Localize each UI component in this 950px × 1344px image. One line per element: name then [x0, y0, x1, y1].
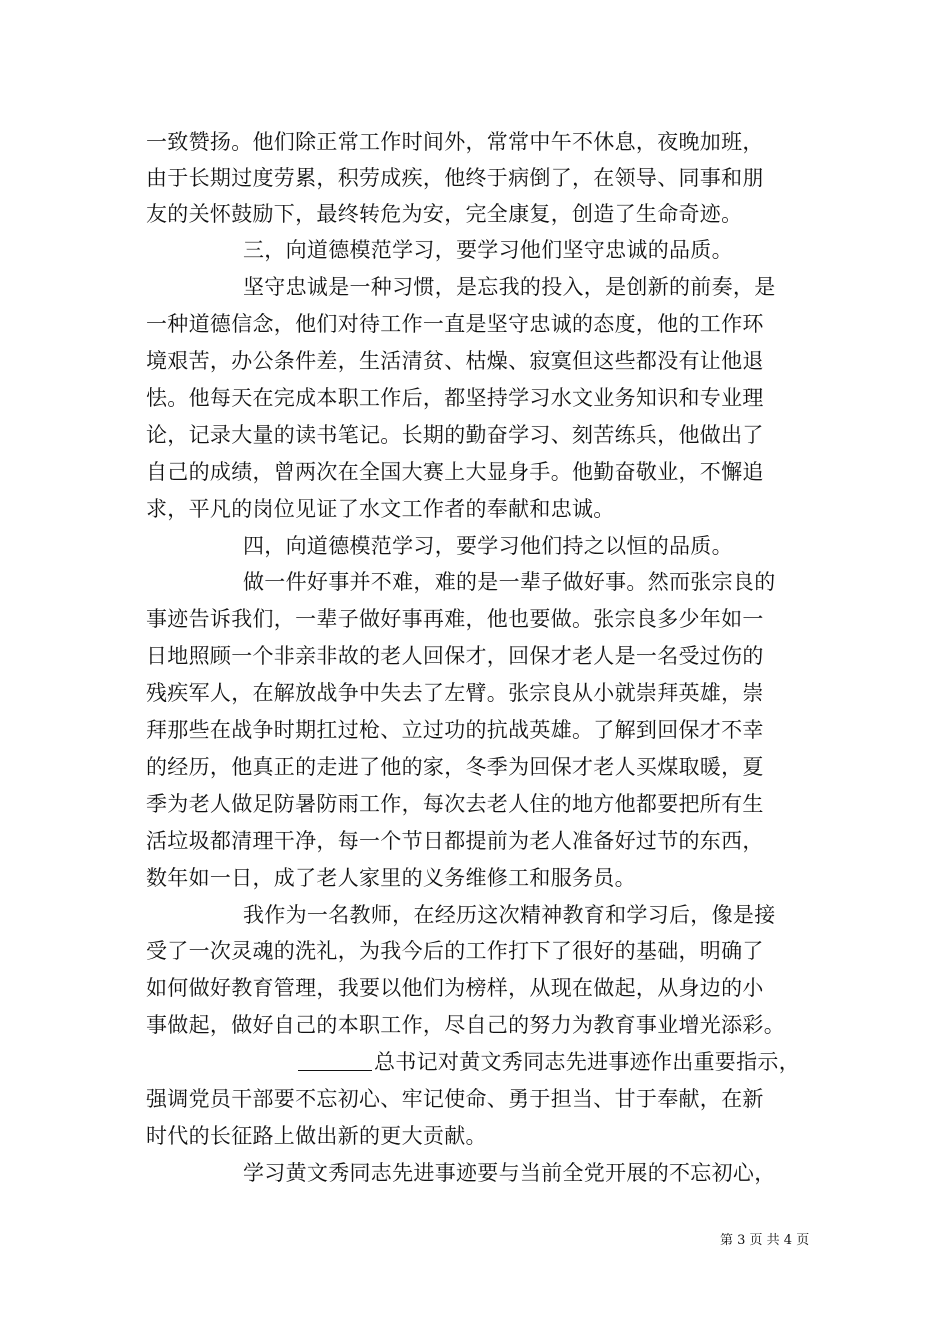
text-line: 数年如一日，成了老人家里的义务维修工和服务员。 [146, 866, 636, 890]
blank-underline [298, 1050, 372, 1071]
text-line: 的经历，他真正的走进了他的家，冬季为回保才老人买煤取暖，夏 [146, 755, 764, 779]
page-number-footer: 第 3 页 共 4 页 [720, 1233, 810, 1248]
text-line: 坚守忠诚是一种习惯，是忘我的投入，是创新的前奏，是 [243, 275, 776, 299]
text-line: 做一件好事并不难，难的是一辈子做好事。然而张宗良的 [243, 570, 776, 594]
text-line: 强调党员干部要不忘初心、牢记使命、勇于担当、甘于奉献，在新 [146, 1087, 764, 1111]
text-line: 境艰苦，办公条件差，生活清贫、枯燥、寂寞但这些都没有让他退 [146, 349, 764, 373]
text-line: 活垃圾都清理干净，每一个节日都提前为老人准备好过节的东西， [146, 829, 764, 853]
text-line: 怯。他每天在完成本职工作后，都坚持学习水文业务知识和专业理 [146, 386, 764, 410]
text-line [298, 1044, 800, 1080]
text-line: 学习黄文秀同志先进事迹要与当前全党开展的不忘初心， [243, 1161, 776, 1185]
text-line: 残疾军人，在解放战争中失去了左臂。张宗良从小就崇拜英雄，崇 [146, 681, 764, 705]
text-span: 总书记对黄文秀同志先进事迹作出重要指示， [374, 1050, 800, 1074]
section-heading-4: 四，向道德模范学习，要学习他们持之以恒的品质。 [243, 534, 733, 558]
text-line: 拜那些在战争时期扛过枪、立过功的抗战英雄。了解到回保才不幸 [146, 718, 764, 742]
text-line: 求，平凡的岗位见证了水文工作者的奉献和忠诚。 [146, 497, 615, 521]
text-line: 受了一次灵魂的洗礼，为我今后的工作打下了很好的基础，明确了 [146, 939, 764, 963]
text-line: 我作为一名教师，在经历这次精神教育和学习后，像是接 [243, 903, 776, 927]
text-line: 事做起，做好自己的本职工作，尽自己的努力为教育事业增光添彩。 [146, 1013, 785, 1037]
text-line: 由于长期过度劳累，积劳成疾，他终于病倒了，在领导、同事和朋 [146, 166, 764, 190]
text-line: 一致赞扬。他们除正常工作时间外，常常中午不休息，夜晚加班， [146, 130, 764, 154]
text-line: 时代的长征路上做出新的更大贡献。 [146, 1124, 487, 1148]
text-line: 事迹告诉我们，一辈子做好事再难，他也要做。张宗良多少年如一 [146, 607, 764, 631]
text-line: 季为老人做足防暑防雨工作，每次去老人住的地方他都要把所有生 [146, 792, 764, 816]
text-line: 如何做好教育管理，我要以他们为榜样，从现在做起，从身边的小 [146, 976, 764, 1000]
text-line: 论，记录大量的读书笔记。长期的勤奋学习、刻苦练兵，他做出了 [146, 423, 764, 447]
text-line: 一种道德信念，他们对待工作一直是坚守忠诚的态度，他的工作环 [146, 312, 764, 336]
text-line: 友的关怀鼓励下，最终转危为安，完全康复，创造了生命奇迹。 [146, 202, 743, 226]
section-heading-3: 三，向道德模范学习，要学习他们坚守忠诚的品质。 [243, 238, 733, 262]
text-line: 自己的成绩，曾两次在全国大赛上大显身手。他勤奋敬业，不懈追 [146, 460, 764, 484]
text-line: 日地照顾一个非亲非故的老人回保才，回保才老人是一名受过伤的 [146, 644, 764, 668]
